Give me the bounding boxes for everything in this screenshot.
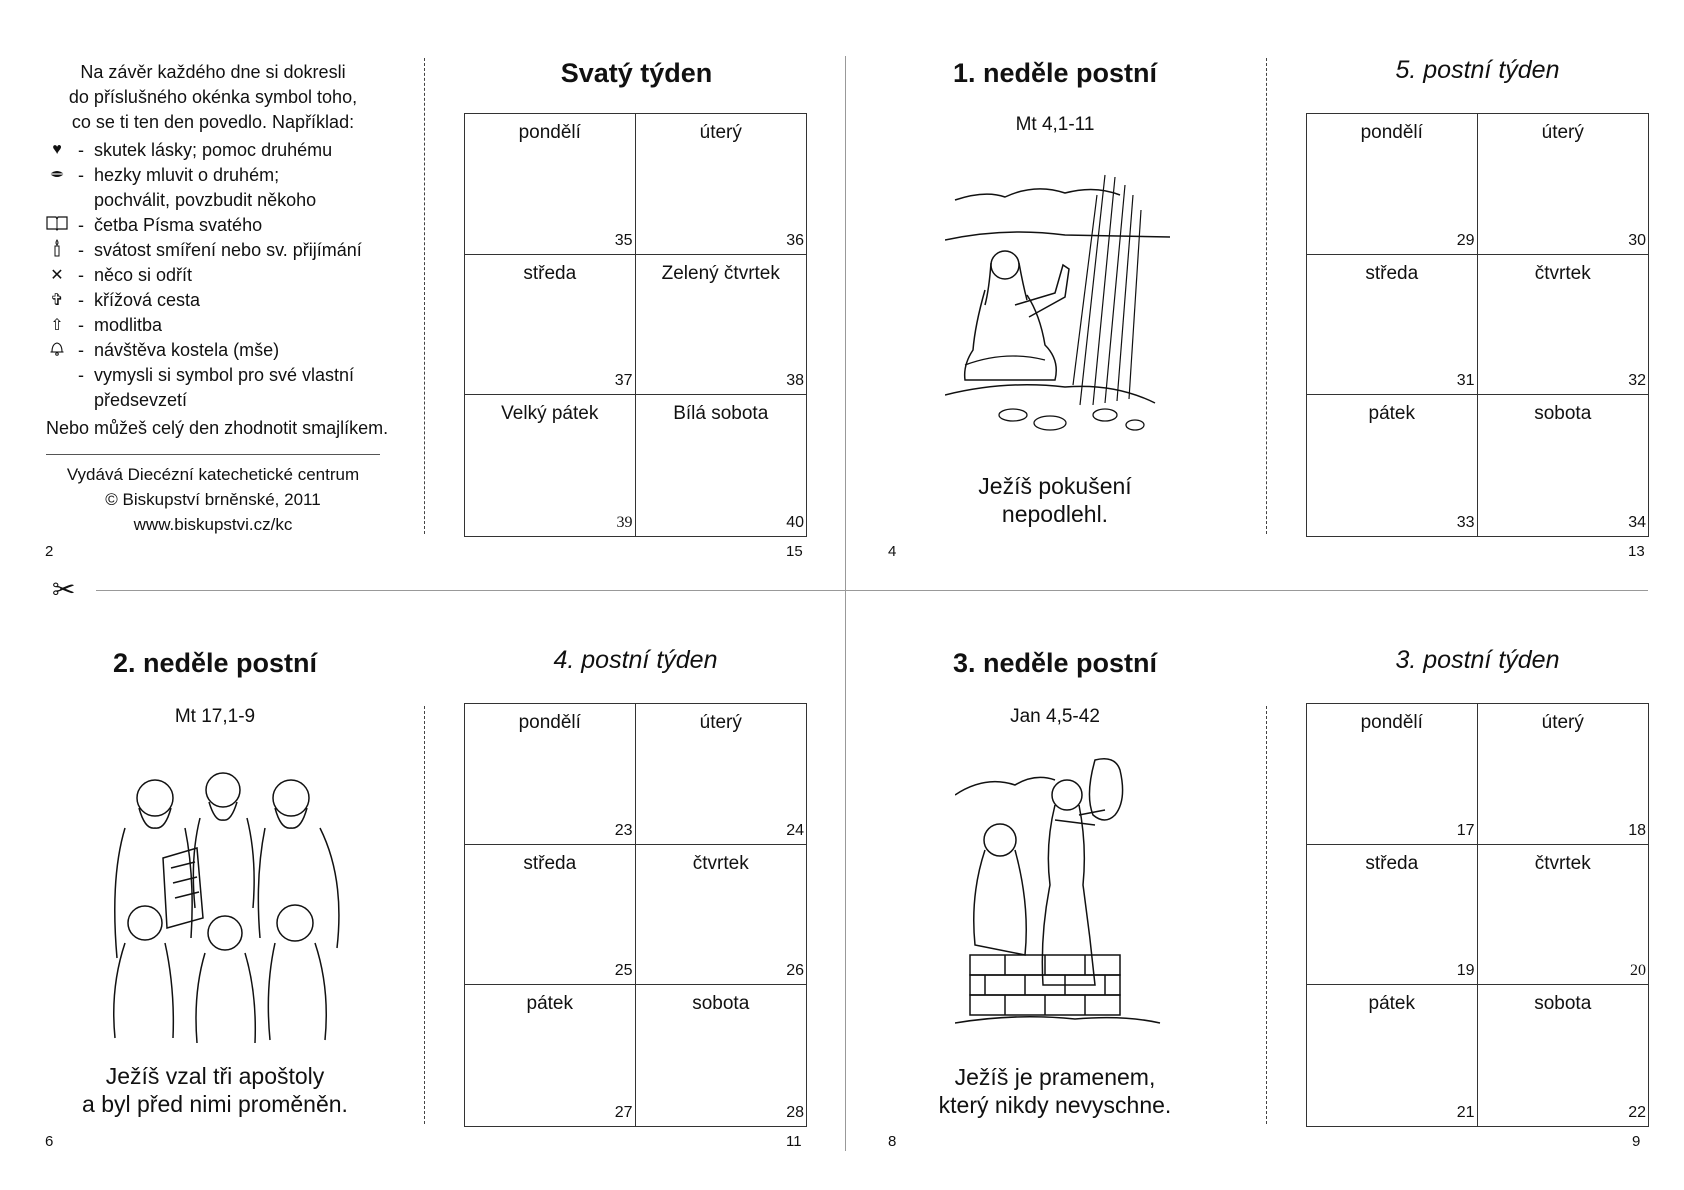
- cross-x-icon: ✕: [50, 267, 64, 284]
- day-cell: středa 19: [1307, 845, 1478, 986]
- day-cell: středa 37: [465, 255, 636, 396]
- intro-line: Na závěr každého dne si dokresli: [80, 62, 346, 82]
- page-number: 15: [786, 543, 803, 560]
- caption-line: Ježíš pokušení: [978, 473, 1132, 499]
- legend-item: ♥ - skutek lásky; pomoc druhému: [46, 138, 332, 162]
- divider: [46, 454, 380, 455]
- bell-icon: [46, 340, 68, 361]
- day-cell: sobota 22: [1534, 993, 1646, 1121]
- caption: [40, 1062, 390, 1118]
- book-icon: [46, 215, 68, 236]
- page-title: 4. postní týden: [553, 646, 718, 674]
- page-title: 1. neděle postní: [952, 58, 1158, 88]
- day-cell: úterý 36: [636, 114, 807, 255]
- arrow-up-icon: ⇧: [50, 317, 64, 334]
- page-number: 4: [888, 543, 897, 560]
- legend-intro: [46, 60, 380, 135]
- page-title: 2. neděle postní: [112, 648, 318, 678]
- cut-line: [96, 590, 1648, 591]
- bible-reference: Mt 4,1-11: [1015, 114, 1095, 135]
- intro-line: do příslušného okénka symbol toho,: [68, 87, 358, 107]
- page-number: 9: [1632, 1133, 1641, 1150]
- lips-icon: [46, 166, 68, 184]
- heart-icon: ♥: [52, 141, 62, 158]
- day-grid: [1306, 113, 1649, 537]
- legend-item: - četba Písma svatého: [46, 213, 262, 237]
- day-cell: čtvrtek 20: [1478, 845, 1649, 986]
- bible-reference: Mt 17,1-9: [174, 706, 256, 727]
- scissors-icon: ✂: [52, 574, 76, 605]
- day-cell: pátek 21: [1307, 985, 1478, 1126]
- day-cell: sobota 28: [692, 993, 804, 1121]
- day-grid: [464, 703, 807, 1127]
- page-title: 5. postní týden: [1395, 56, 1560, 84]
- page-number: 2: [45, 543, 54, 560]
- day-cell: pondělí 23: [465, 704, 636, 845]
- caption-line: Ježíš je pramenem,: [954, 1064, 1156, 1090]
- fold-line: [1266, 58, 1267, 534]
- day-cell: sobota 34: [1534, 403, 1646, 531]
- day-grid: [464, 113, 807, 537]
- fold-line: [424, 58, 425, 534]
- page-title: 3. neděle postní: [952, 648, 1158, 678]
- legend-item: - svátost smíření nebo sv. přijímání: [46, 238, 362, 262]
- day-cell: Zelený čtvrtek 38: [636, 255, 807, 396]
- cross-icon: ✞: [50, 292, 64, 309]
- day-cell: pondělí 35: [465, 114, 636, 255]
- day-grid: [1306, 703, 1649, 1127]
- day-cell: pondělí 29: [1307, 114, 1478, 255]
- legend-closing: Nebo můžeš celý den zhodnotit smajlíkem.: [46, 418, 389, 438]
- page-number: 8: [888, 1133, 897, 1150]
- legend-item: ✞ - křížová cesta: [46, 288, 200, 312]
- caption: [880, 472, 1230, 528]
- day-cell: Bílá sobota 40: [673, 403, 804, 531]
- fold-line: [424, 706, 425, 1124]
- transfiguration-illustration: [105, 768, 355, 1050]
- publisher-info: [46, 462, 380, 537]
- caption: [880, 1063, 1230, 1119]
- legend-item: předsevzetí: [94, 389, 188, 410]
- legend-item: - hezky mluvit o druhém;: [46, 163, 279, 187]
- caption-line: nepodlehl.: [1001, 501, 1109, 527]
- caption-line: a byl před nimi proměněn.: [82, 1091, 348, 1117]
- publisher-line: © Biskupství brněnské, 2011: [105, 490, 321, 509]
- day-cell: Velký pátek 39: [465, 395, 636, 536]
- caption-line: Ježíš vzal tři apoštoly: [105, 1063, 325, 1089]
- legend-item: - vymysli si symbol pro své vlastní: [78, 364, 355, 385]
- page-title: 3. postní týden: [1395, 646, 1560, 674]
- day-cell: čtvrtek 32: [1478, 255, 1649, 396]
- legend-item: pochválit, povzbudit někoho: [94, 189, 317, 210]
- center-fold-line: [845, 56, 846, 1151]
- fold-line: [1266, 706, 1267, 1124]
- bible-reference: Jan 4,5-42: [1010, 706, 1100, 727]
- page-number: 11: [786, 1133, 802, 1150]
- day-cell: středa 25: [465, 845, 636, 986]
- page-number: 6: [45, 1133, 54, 1150]
- intro-line: co se ti ten den povedlo. Například:: [71, 112, 355, 132]
- day-cell: pátek 33: [1307, 395, 1478, 536]
- day-cell: úterý 30: [1478, 114, 1649, 255]
- candle-icon: [46, 239, 68, 262]
- publisher-line: Vydává Diecézní katechetické centrum: [66, 465, 360, 484]
- jesus-desert-illustration: [945, 165, 1170, 435]
- caption-line: který nikdy nevyschne.: [938, 1092, 1172, 1118]
- day-cell: pondělí 17: [1307, 704, 1478, 845]
- legend-item: - návštěva kostela (mše): [46, 338, 279, 362]
- page-title: Svatý týden: [560, 58, 713, 88]
- legend-item: ✕ - něco si odřít: [46, 263, 192, 287]
- samaritan-woman-illustration: [955, 755, 1165, 1037]
- day-cell: úterý 18: [1478, 704, 1649, 845]
- day-cell: středa 31: [1307, 255, 1478, 396]
- day-cell: čtvrtek 26: [636, 845, 807, 986]
- legend-item: ⇧ - modlitba: [46, 313, 162, 337]
- page-number: 13: [1628, 543, 1645, 560]
- day-cell: pátek 27: [465, 985, 636, 1126]
- day-cell: úterý 24: [636, 704, 807, 845]
- publisher-line: www.biskupstvi.cz/kc: [133, 515, 293, 534]
